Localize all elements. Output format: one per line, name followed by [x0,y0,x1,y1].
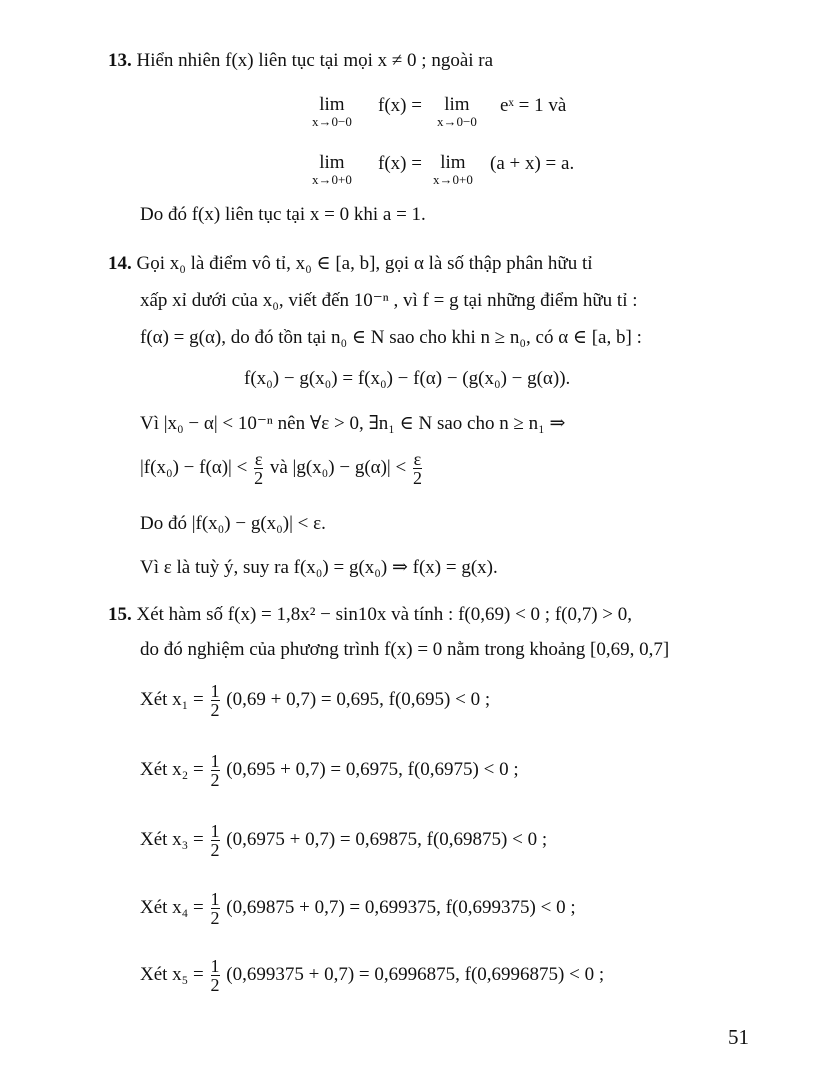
problem-14-line-6 [140,443,424,493]
lim-word: lim [444,94,470,115]
problem-13-intro-text: Hiển nhiên f(x) liên tục tại mọi x ≠ 0 ; ngoài ra [136,50,494,71]
problem-13-intro [108,50,493,72]
problem-14-equation: f(x₀) − g(x₀) = f(x₀) − f(α) − (g(x₀) − g(α)). [244,368,571,389]
fraction-denominator: 2 [210,974,220,995]
problem-13-conclusion: Do đó f(x) liên tục tại x = 0 khi a = 1. [140,204,426,225]
limit-left-1-lhs: f(x) = [378,95,422,116]
problem-14-number: 14. [108,253,132,274]
fraction-numerator: 1 [210,680,220,701]
one-half [210,888,220,928]
problem-14-line-8: Vì ε là tuỳ ý, suy ra f(x₀) = g(x₀) ⇒ f(x) = g(x). [140,557,498,578]
one-half [210,955,220,995]
limit-right-1-lhs: f(x) = [378,153,422,174]
step-label: Xét x₁ = [140,689,204,710]
problem-14-line-5: Vì |x₀ − α| < 10⁻ⁿ nên ∀ε > 0, ∃n₁ ∈ N sao cho n ≥ n₁ ⇒ [140,413,566,434]
limit-right-2 [433,153,473,187]
fraction-denominator: 2 [210,907,220,928]
fraction-numerator: 1 [210,820,220,841]
fraction-denominator: 2 [210,839,220,860]
one-half [210,750,220,790]
problem-15-number: 15. [108,604,132,625]
abs-f-difference: |f(x₀) − f(α)| < [140,457,248,478]
limit-right-rhs: (a + x) = a. [490,153,575,174]
lim-subscript: x→0−0 [312,114,352,129]
bisection-step [140,675,490,725]
abs-g-difference: và |g(x₀) − g(α)| < [269,457,407,478]
bisection-step [140,745,519,795]
lim-subscript: x→0+0 [433,172,473,187]
bisection-step [140,883,576,933]
limit-right-1 [312,153,352,187]
fraction-numerator: 1 [210,888,220,909]
one-half [210,820,220,860]
fraction-denominator: 2 [254,467,264,488]
epsilon-over-two [254,448,264,488]
problem-15-line-2: do đó nghiệm của phương trình f(x) = 0 nằm trong khoảng [0,69, 0,7] [140,639,670,660]
step-label: Xét x₄ = [140,897,204,918]
fraction-numerator: ε [254,448,263,469]
problem-14-line-1-text: Gọi x₀ là điểm vô tỉ, x₀ ∈ [a, b], gọi α là số thập phân hữu tỉ [136,253,593,274]
epsilon-over-two [412,448,422,488]
step-label: Xét x₃ = [140,829,204,850]
step-label: Xét x₂ = [140,759,204,780]
problem-14-line-7: Do đó |f(x₀) − g(x₀)| < ε. [140,513,326,534]
fraction-denominator: 2 [210,769,220,790]
lim-subscript: x→0+0 [312,172,352,187]
lim-word: lim [440,152,466,173]
step-expression: (0,69 + 0,7) = 0,695, f(0,695) < 0 ; [226,689,491,710]
lim-subscript: x→0−0 [437,114,477,129]
step-label: Xét x₅ = [140,964,204,985]
fraction-denominator: 2 [412,467,422,488]
step-expression: (0,699375 + 0,7) = 0,6996875, f(0,6996875) < 0 ; [226,964,605,985]
fraction-numerator: ε [413,448,422,469]
bisection-step [140,950,604,1000]
limit-left-2 [437,95,477,129]
step-expression: (0,695 + 0,7) = 0,6975, f(0,6975) < 0 ; [226,759,519,780]
fraction-numerator: 1 [210,955,220,976]
one-half [210,680,220,720]
lim-word: lim [319,94,345,115]
step-expression: (0,69875 + 0,7) = 0,699375, f(0,699375) < 0 ; [226,897,576,918]
problem-14-line-1 [108,253,593,275]
problem-13-number: 13. [108,50,132,71]
step-expression: (0,6975 + 0,7) = 0,69875, f(0,69875) < 0 ; [226,829,548,850]
fraction-denominator: 2 [210,699,220,720]
problem-15-line-1 [108,604,632,626]
bisection-step [140,815,547,865]
problem-14-line-2: xấp xỉ dưới của x₀, viết đến 10⁻ⁿ , vì f = g tại những điểm hữu tỉ : [140,290,638,311]
fraction-numerator: 1 [210,750,220,771]
lim-word: lim [319,152,345,173]
page-number: 51 [728,1025,749,1049]
problem-14-line-3: f(α) = g(α), do đó tồn tại n₀ ∈ N sao cho khi n ≥ n₀, có α ∈ [a, b] : [140,327,642,348]
limit-left-1 [312,95,352,129]
problem-15-line-1-text: Xét hàm số f(x) = 1,8x² − sin10x và tính : f(0,69) < 0 ; f(0,7) > 0, [136,604,633,625]
limit-left-rhs: eˣ = 1 và [500,95,567,116]
